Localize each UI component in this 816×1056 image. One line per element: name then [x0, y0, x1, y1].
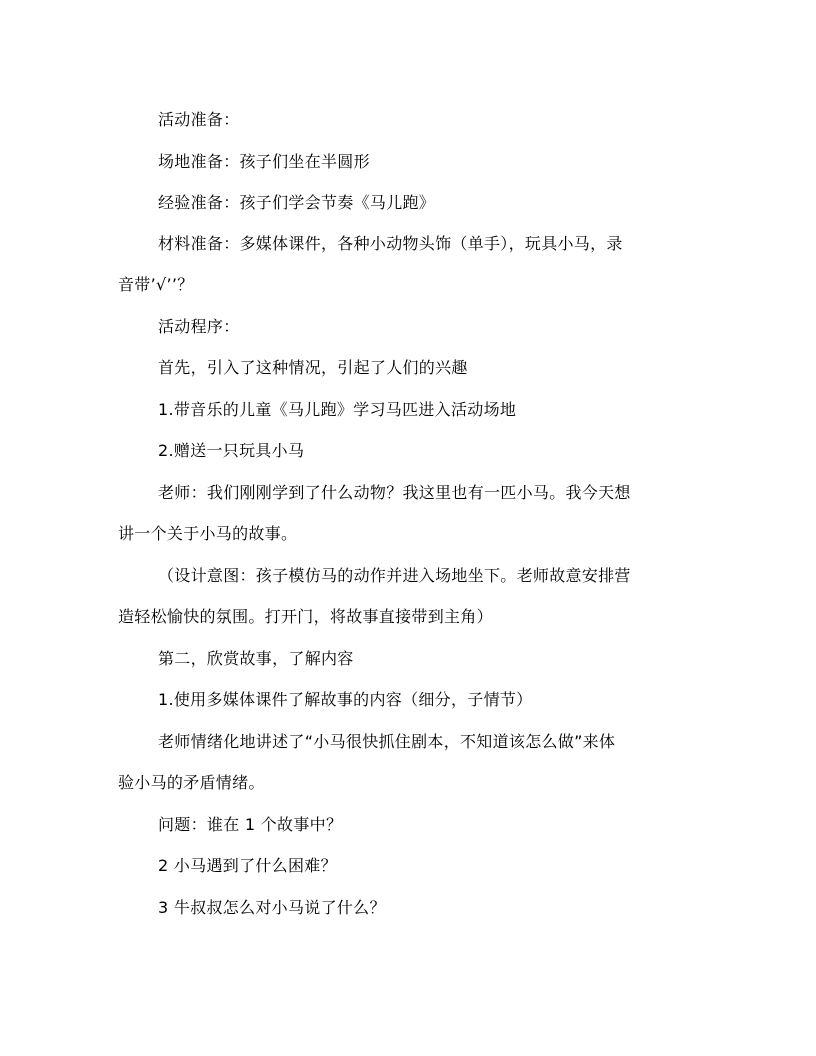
paragraph-design-intent-continued: 造轻松愉快的氛围。打开门，将故事直接带到主角） [118, 607, 493, 626]
paragraph-venue-preparation: 场地准备：孩子们坐在半圆形 [158, 152, 370, 171]
paragraph-teacher-narration: 老师情绪化地讲述了“小马很快抓住剧本，不知道该怎么做”来体 [158, 732, 616, 751]
paragraph-material-preparation: 材料准备：多媒体课件，各种小动物头饰（单手），玩具小马，录 [158, 234, 623, 253]
list-item-2: 2.赠送一只玩具小马 [158, 441, 305, 460]
paragraph-material-preparation-continued: 音带’√’’？ [118, 275, 194, 294]
question-1: 问题：谁在 1 个故事中？ [158, 815, 343, 834]
list-item-multimedia: 1.使用多媒体课件了解故事的内容（细分，子情节） [158, 690, 533, 709]
paragraph-step-first: 首先，引入了这种情况，引起了人们的兴趣 [158, 358, 468, 377]
paragraph-teacher-speech: 老师：我们刚刚学到了什么动物？我这里也有一匹小马。我今天想 [158, 483, 631, 502]
paragraph-step-second: 第二，欣赏故事，了解内容 [158, 649, 354, 668]
list-item-1: 1.带音乐的儿童《马儿跑》学习马匹进入活动场地 [158, 400, 517, 419]
paragraph-teacher-speech-continued: 讲一个关于小马的故事。 [118, 524, 298, 543]
section-heading-preparation: 活动准备： [158, 110, 240, 129]
section-heading-procedure: 活动程序： [158, 317, 240, 336]
question-3: 3 牛叔叔怎么对小马说了什么？ [158, 898, 386, 917]
paragraph-teacher-narration-continued: 验小马的矛盾情绪。 [118, 773, 265, 792]
paragraph-design-intent: （设计意图：孩子模仿马的动作并进入场地坐下。老师故意安排营 [158, 566, 631, 585]
paragraph-experience-preparation: 经验准备：孩子们学会节奏《马儿跑》 [158, 193, 436, 212]
question-2: 2 小马遇到了什么困难？ [158, 856, 337, 875]
